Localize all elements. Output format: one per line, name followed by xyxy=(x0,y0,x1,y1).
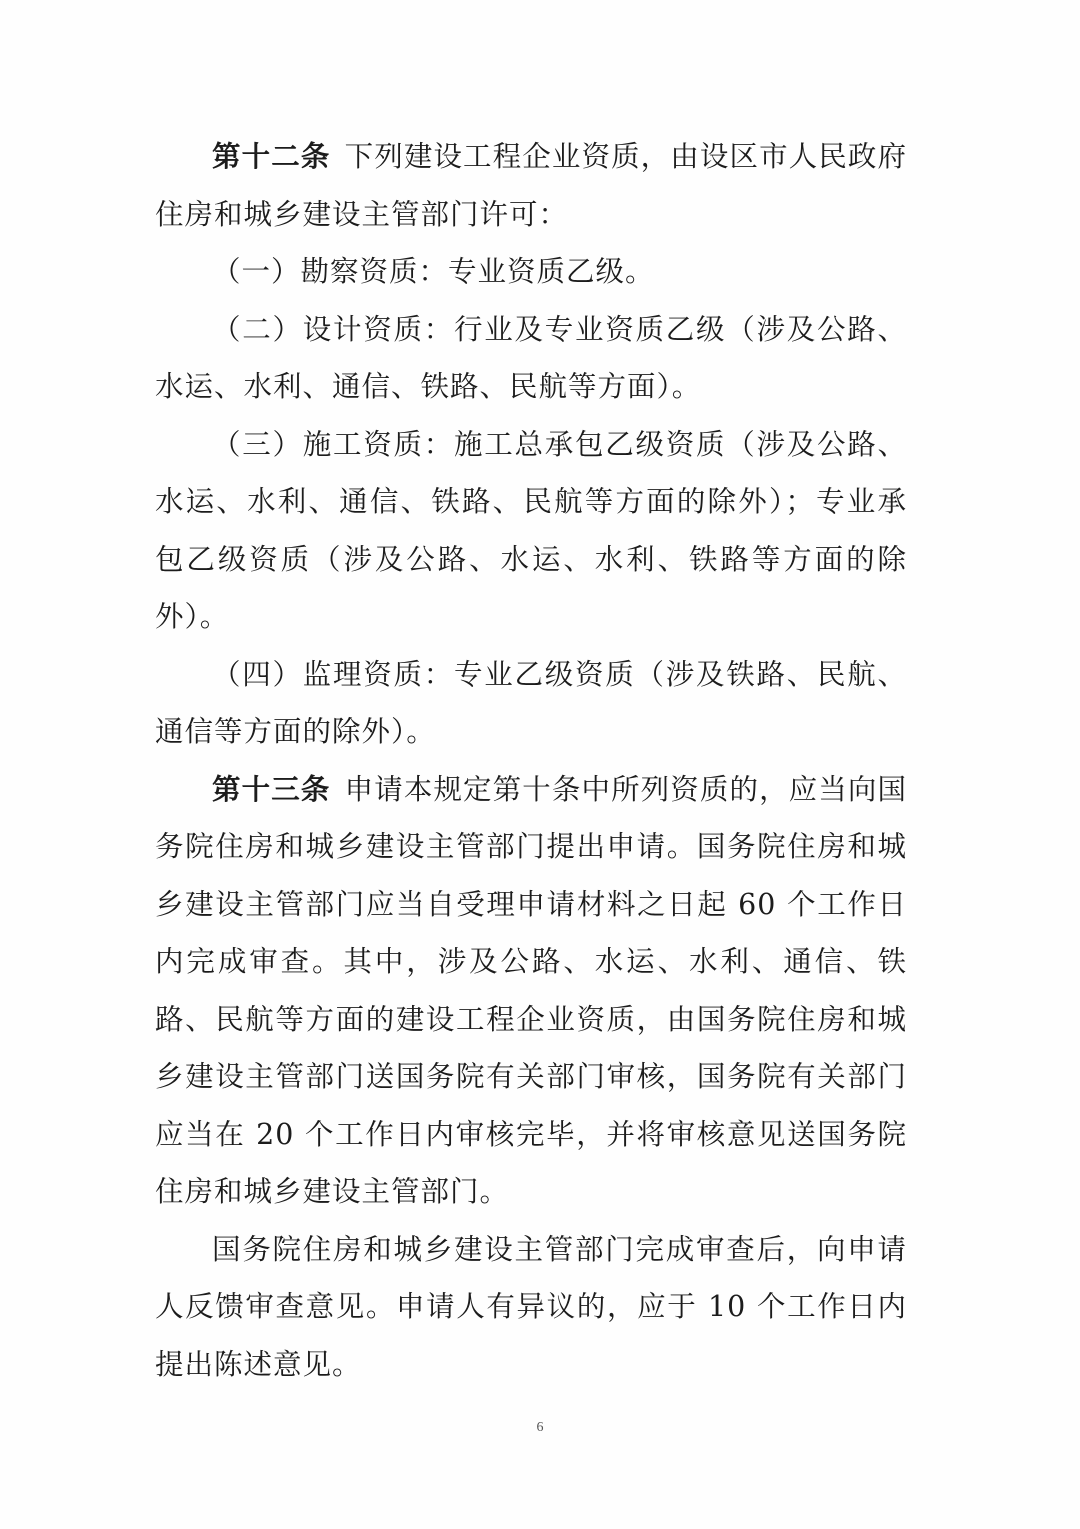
page-number: 6 xyxy=(536,1420,544,1435)
item-3-text: （三）施工资质：施工总承包乙级资质（涉及公路、水运、水利、通信、铁路、民航等方面的除外）；专业承包乙级资质（涉及公路、水运、水利、铁路等方面的除外）。 xyxy=(155,427,907,633)
document-body xyxy=(155,128,907,1393)
item-4-paragraph xyxy=(155,646,907,761)
article-12-label: 第十二条 xyxy=(212,140,331,173)
item-4-text: （四）监理资质：专业乙级资质（涉及铁路、民航、通信等方面的除外）。 xyxy=(155,657,907,748)
item-2-paragraph xyxy=(155,301,907,416)
article-12-paragraph xyxy=(155,128,907,243)
item-1-paragraph xyxy=(155,243,907,301)
item-2-text: （二）设计资质：行业及专业资质乙级（涉及公路、水运、水利、通信、铁路、民航等方面）。 xyxy=(155,312,907,403)
article-13-paragraph xyxy=(155,761,907,1221)
item-3-paragraph xyxy=(155,416,907,646)
article-13-followup-text: 国务院住房和城乡建设主管部门完成审查后，向申请人反馈审查意见。申请人有异议的，应于 10 个工作日内提出陈述意见。 xyxy=(155,1232,907,1381)
article-13-text: 申请本规定第十条中所列资质的，应当向国务院住房和城乡建设主管部门提出申请。国务院住房和城乡建设主管部门应当自受理申请材料之日起 60 个工作日内完成审查。其中，涉及公路、水运、水利、通信、铁路、民航等方面的建设工程企业资质，由国务院住房和城乡建设主管部门送国务院有关部门审核，国务院有关部门应当在 20 个工作日内审核完毕，并将审核意见送国务院住房和城乡建设主管部门。 xyxy=(155,772,907,1208)
item-1-text: （一）勘察资质：专业资质乙级。 xyxy=(212,255,655,288)
article-12-text: 下列建设工程企业资质，由设区市人民政府住房和城乡建设主管部门许可： xyxy=(155,140,907,231)
article-13-followup-paragraph xyxy=(155,1221,907,1394)
article-13-label: 第十三条 xyxy=(212,772,331,806)
